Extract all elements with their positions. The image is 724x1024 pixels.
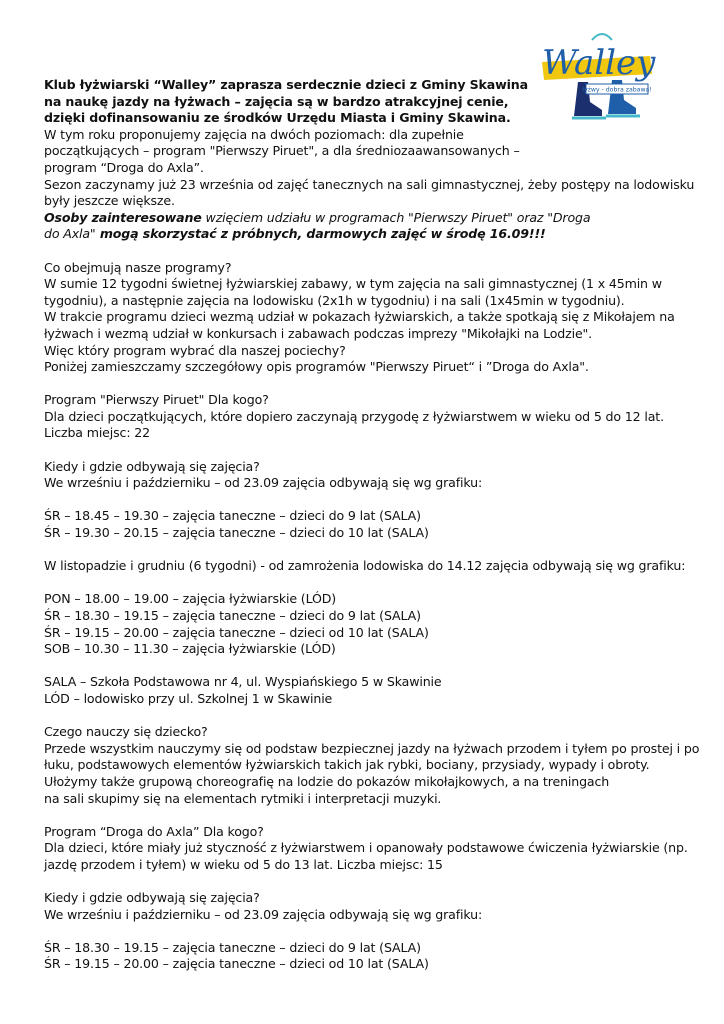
intro-line: były jeszcze większe. <box>44 193 175 209</box>
intro-bold-line: dzięki dofinansowaniu ze środków Urzędu Miasta i Gminy Skawina. <box>44 110 511 126</box>
schedule-row: ŚR – 18.30 – 19.15 – zajęcia taneczne – dzieci do 9 lat (SALA) <box>44 608 421 623</box>
piruet-line: Dla dzieci początkujących, które dopiero zaczynają przygodę z łyżwiarstwem w wieku od 5 do 12 lat. <box>44 408 664 424</box>
schedule-row: PON – 18.00 – 19.00 – zajęcia łyżwiarskie (LÓD) <box>44 591 337 607</box>
programs-line: Więc który program wybrać dla naszej pociechy? <box>44 342 346 358</box>
spacer <box>44 542 684 559</box>
learn-line: Ułożymy także grupową choreografię na lodzie do pokazów mikołajkowych, a na treningach <box>44 773 610 789</box>
location-line: LÓD – lodowisko przy ul. Szkolnej 1 w Skawinie <box>44 690 333 706</box>
axel-line: Dla dzieci, które miały już styczność z łyżwiarstwem i opanowały podstawowe ćwiczenia łyżwiarskie (np. <box>44 840 688 856</box>
spacer <box>44 658 684 675</box>
intro-bold-line: na naukę jazdy na łyżwach – zajęcia są w bardzo atrakcyjnej cenie, <box>44 93 509 109</box>
schedule-row: ŚR – 19.15 – 20.00 – zajęcia taneczne – dzieci od 10 lat (SALA) <box>44 624 429 640</box>
trial-line-1 <box>44 210 684 227</box>
trial-bold: Osoby zainteresowane <box>44 209 202 225</box>
schedule-row: SOB – 10.30 – 11.30 – zajęcia łyżwiarskie (LÓD) <box>44 641 336 657</box>
logo-tagline: łyżwy - dobra zabawa! <box>582 86 652 94</box>
intro-line: W tym roku proponujemy zajęcia na dwóch poziomach: dla zupełnie <box>44 126 464 142</box>
trial-italic: wzięciem udziału w programach "Pierwszy Piruet" oraz "Droga <box>201 209 591 225</box>
intro-line: Sezon zaczynamy już 23 września od zajęć tanecznych na sali gimnastycznej, żeby postępy na lodowisku <box>44 176 695 192</box>
intro-line: program “Droga do Axla”. <box>44 159 204 175</box>
trial-bold: mogą skorzystać z próbnych, darmowych zajęć w środę 16.09!!! <box>95 226 546 242</box>
programs-line: W trakcie programu dzieci wezmą udział w pokazach łyżwiarskich, a także spotkają się z Mikołajem na <box>44 309 675 325</box>
schedule-row: ŚR – 18.30 – 19.15 – zajęcia taneczne – dzieci do 9 lat (SALA) <box>44 939 421 955</box>
spacer <box>44 492 684 509</box>
piruet-heading: Program "Pierwszy Piruet" Dla kogo? <box>44 392 269 408</box>
spacer <box>44 807 684 824</box>
learn-line: na sali skupimy się na elementach rytmiki i interpretacji muzyki. <box>44 790 442 806</box>
learn-heading: Czego nauczy się dziecko? <box>44 724 208 740</box>
intro-line: początkujących – program "Pierwszy Piruet", a dla średniozaawansowanych – <box>44 143 520 159</box>
piruet-winter-intro: W listopadzie i grudniu (6 tygodni) - od zamrożenia lodowiska do 14.12 zajęcia odbywają się wg grafiku: <box>44 558 686 574</box>
schedule-row: ŚR – 18.45 – 19.30 – zajęcia taneczne – dzieci do 9 lat (SALA) <box>44 508 421 524</box>
document-body <box>44 77 700 973</box>
axel-when: Kiedy i gdzie odbywają się zajęcia? <box>44 890 260 906</box>
programs-line: Poniżej zamieszczamy szczegółowy opis programów "Pierwszy Piruet“ i ”Droga do Axla". <box>44 359 589 375</box>
axel-heading: Program “Droga do Axla” Dla kogo? <box>44 823 264 839</box>
programs-line: łyżwach i wezmą udział w konkursach i zabawach podczas imprezy "Mikołajki na Lodzie". <box>44 325 593 341</box>
piruet-line: Liczba miejsc: 22 <box>44 425 150 441</box>
spacer <box>44 874 684 891</box>
spacer <box>44 243 684 260</box>
programs-line: tygodniu), a następnie zajęcia na lodowisku (2x1h w tygodniu) i na sali (1x45min w tygodniu). <box>44 292 625 308</box>
programs-question: Co obejmują nasze programy? <box>44 259 232 275</box>
learn-line: Przede wszystkim nauczymy się od podstaw bezpiecznej jazdy na łyżwach przodem i tyłem po prostej i po <box>44 740 700 756</box>
axel-when: We wrześniu i październiku – od 23.09 zajęcia odbywają się wg grafiku: <box>44 906 483 922</box>
learn-line: łuku, podstawowych elementów łyżwiarskich takich jak rybki, bociany, przysiady, wypady i obroty. <box>44 757 650 773</box>
logo-wordmark: Walley <box>542 43 656 83</box>
schedule-row: ŚR – 19.15 – 20.00 – zajęcia taneczne – dzieci od 10 lat (SALA) <box>44 956 429 972</box>
location-line: SALA – Szkoła Podstawowa nr 4, ul. Wyspiańskiego 5 w Skawinie <box>44 674 442 690</box>
trial-line-2 <box>44 226 684 243</box>
intro-bold-line: Klub łyżwiarski “Walley” zaprasza serdecznie dzieci z Gminy Skawina <box>44 77 528 92</box>
spacer <box>44 708 684 725</box>
programs-line: W sumie 12 tygodni świetnej łyżwiarskiej zabawy, w tym zajęcia na sali gimnastycznej (1 x 45min w <box>44 276 662 292</box>
spacer <box>44 923 684 940</box>
schedule-row: ŚR – 19.30 – 20.15 – zajęcia taneczne – dzieci do 10 lat (SALA) <box>44 525 429 541</box>
spacer <box>44 442 684 459</box>
spacer <box>44 376 684 393</box>
piruet-when: We wrześniu i październiku – od 23.09 zajęcia odbywają się wg grafiku: <box>44 475 483 491</box>
piruet-when: Kiedy i gdzie odbywają się zajęcia? <box>44 458 260 474</box>
trial-italic: do Axla" <box>44 226 96 242</box>
spacer <box>44 575 684 592</box>
axel-line: jazdę przodem i tyłem) w wieku od 5 do 13 lat. Liczba miejsc: 15 <box>44 856 443 872</box>
